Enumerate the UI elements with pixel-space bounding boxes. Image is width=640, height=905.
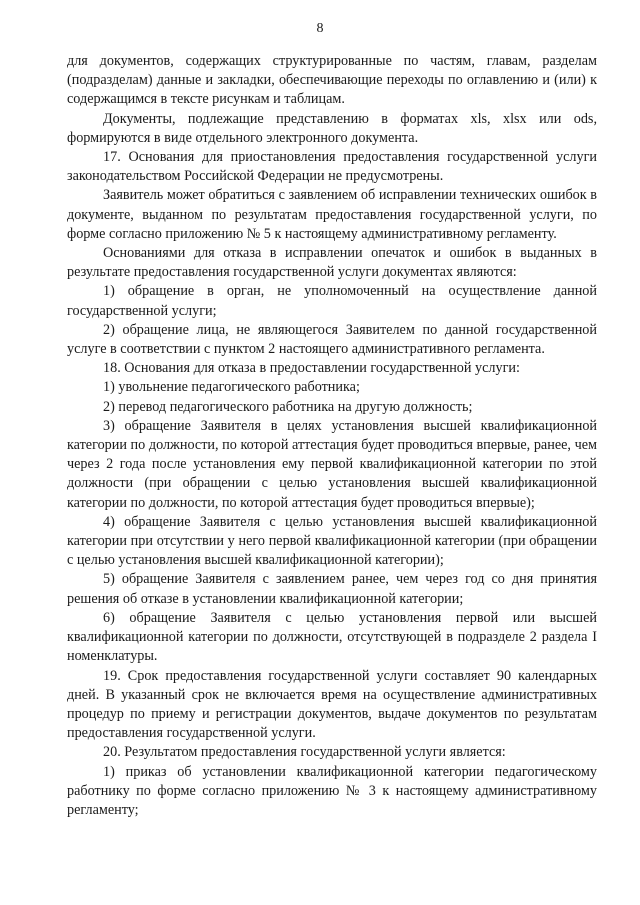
page-number: 8 <box>316 21 324 36</box>
paragraph-19: 19. Срок предоставления государственной услуги составляет 90 календарных дней. В указанный срок не включается время на осуществление административных процедур по приему и регистрации документов, выдаче документов по результатам предоставления государственной услуги. <box>67 667 597 742</box>
list-item-refusal-4: 4) обращение Заявителя с целью установления высшей квалификационной категории при отсутствии у него первой квалификационной категории (при обращении с целью установления высшей квалификационной категории); <box>67 513 597 569</box>
paragraph-18: 18. Основания для отказа в предоставлении государственной услуги: <box>103 360 520 377</box>
document-body <box>67 52 597 820</box>
paragraph-formats: Документы, подлежащие представлению в форматах xls, xlsx или ods, формируются в виде отдельного электронного документа. <box>67 110 597 146</box>
paragraph-20: 20. Результатом предоставления государственной услуги является: <box>103 744 506 761</box>
paragraph-17: 17. Основания для приостановления предоставления государственной услуги законодательством Российской Федерации не предусмотрены. <box>67 149 597 185</box>
list-item-refusal-3: 3) обращение Заявителя в целях установления высшей квалификационной категории по должности, по которой аттестация будет проводиться впервые, ранее, чем через 2 года после установления ему первой квалификационной категории по этой должности (при обращении с целью установления высшей квалификационной категории по должности, по которой аттестация будет проводиться впервые); <box>67 417 597 511</box>
list-item-refusal-6: 6) обращение Заявителя с целью установления первой или высшей квалификационной категории по должности, отсутствующей в подразделе 2 раздела I номенклатуры. <box>67 609 597 665</box>
list-item-refusal-1: 1) увольнение педагогического работника; <box>103 379 360 396</box>
list-item-refusal-2: 2) перевод педагогического работника на другую должность; <box>103 398 473 415</box>
paragraph-applicant-correction: Заявитель может обратиться с заявлением об исправлении технических ошибок в документе, выданном по результатам предоставления государственной услуги, по форме согласно приложению № 5 к настоящему административному регламенту. <box>67 187 597 242</box>
list-item-correction-2: 2) обращение лица, не являющегося Заявителем по данной государственной услуге в соответствии с пунктом 2 настоящего административного регламента. <box>67 321 597 358</box>
list-item-refusal-5: 5) обращение Заявителя с заявлением ранее, чем через год со дня принятия решения об отказе в установлении квалификационной категории; <box>67 571 597 607</box>
list-item-correction-1: 1) обращение в орган, не уполномоченный на осуществление данной государственной услуги; <box>67 283 597 319</box>
paragraph-correction-refusal-grounds: Основаниями для отказа в исправлении опечаток и ошибок в выданных в результате предоставления государственной услуги документах являются: <box>67 245 597 281</box>
paragraph-continuation: для документов, содержащих структурированные по частям, главам, разделам (подразделам) данные и закладки, обеспечивающие переходы по оглавлению и (или) к содержащимся в тексте рисункам и таблицам. <box>67 53 597 108</box>
list-item-result-1: 1) приказ об установлении квалификационной категории педагогическому работнику по форме согласно приложению № 3 к настоящему административному регламенту; <box>67 763 597 818</box>
